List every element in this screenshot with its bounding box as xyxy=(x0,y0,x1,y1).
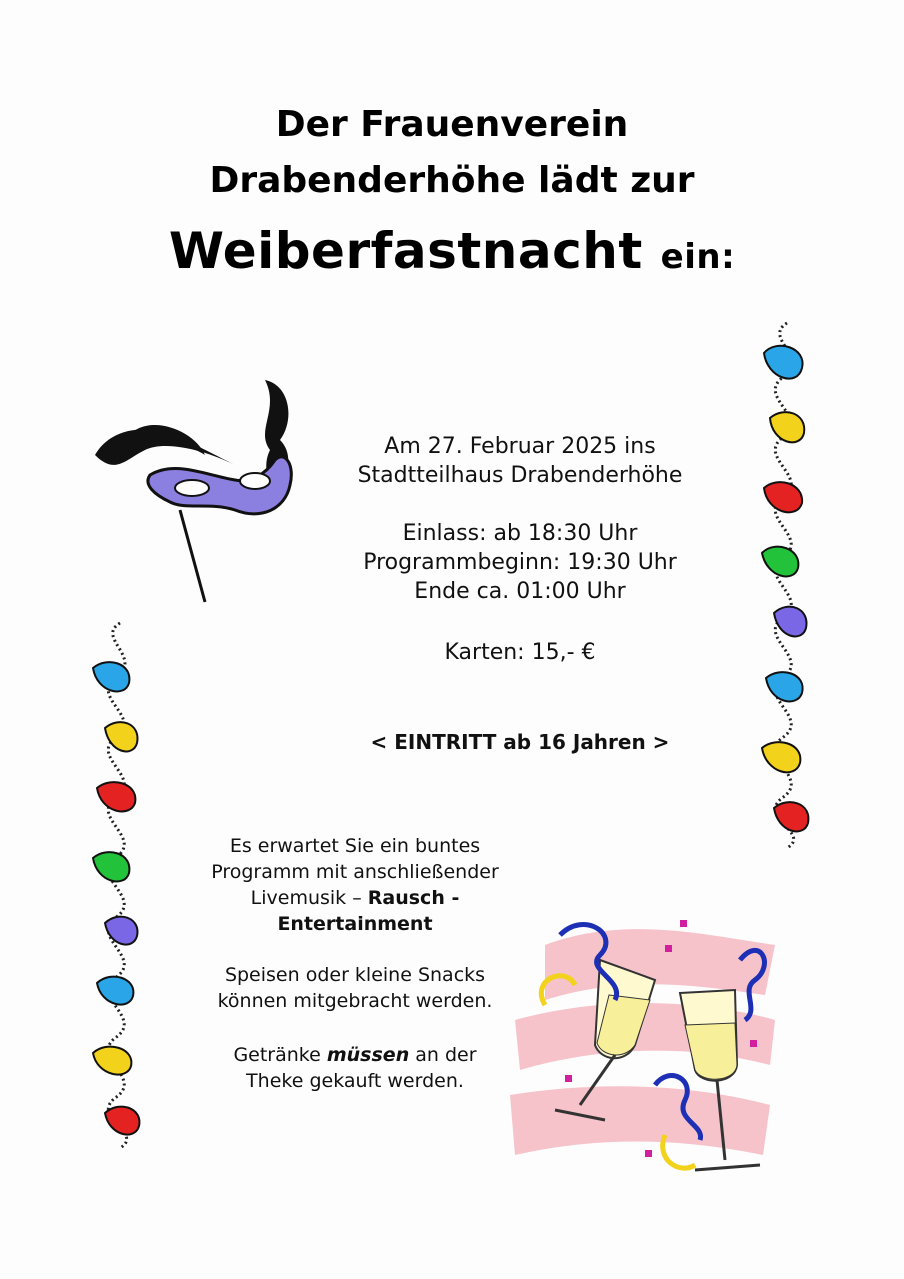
title-line-2: Drabenderhöhe lädt zur xyxy=(209,160,695,201)
title-line-3 xyxy=(0,222,904,280)
drinks-line-1 xyxy=(160,1042,550,1068)
drinks-emphasis: müssen xyxy=(326,1044,410,1066)
program-line-3-start: Livemusik – xyxy=(250,887,368,909)
event-date: Am 27. Februar 2025 ins xyxy=(384,434,656,459)
drinks-line-1-end: an der xyxy=(409,1044,477,1066)
entry-time: Einlass: ab 18:30 Uhr xyxy=(402,521,638,546)
program-line-3 xyxy=(160,885,550,911)
food-line-2: können mitgebracht werden. xyxy=(217,990,493,1012)
drinks-line-1-start: Getränke xyxy=(233,1044,327,1066)
carnival-mask-icon xyxy=(85,380,305,605)
age-notice: < EINTRITT ab 16 Jahren > xyxy=(370,730,670,754)
program-text xyxy=(160,833,550,937)
title-line-1: Der Frauenverein xyxy=(275,104,629,145)
champagne-glasses-icon xyxy=(505,905,790,1195)
food-line-1: Speisen oder kleine Snacks xyxy=(224,964,486,986)
right-mask-garland-icon xyxy=(752,318,822,853)
band-name-part-1: Rausch - xyxy=(367,887,460,909)
drinks-line-2: Theke gekauft werden. xyxy=(246,1070,464,1092)
left-mask-garland-icon xyxy=(85,618,155,1153)
food-text xyxy=(160,962,550,1014)
ticket-price: Karten: 15,- € xyxy=(444,640,596,665)
event-info xyxy=(300,432,740,667)
program-line-2: Programm mit anschließender xyxy=(211,861,499,883)
event-venue: Stadtteilhaus Drabenderhöhe xyxy=(357,463,683,488)
end-time: Ende ca. 01:00 Uhr xyxy=(414,579,626,604)
drinks-text xyxy=(160,1042,550,1094)
program-line-1: Es erwartet Sie ein buntes xyxy=(229,835,481,857)
title-main-word: Weiberfastnacht xyxy=(168,222,643,280)
band-name-part-2: Entertainment xyxy=(277,913,433,935)
program-start-time: Programmbeginn: 19:30 Uhr xyxy=(363,550,677,575)
title-suffix: ein: xyxy=(660,237,736,277)
